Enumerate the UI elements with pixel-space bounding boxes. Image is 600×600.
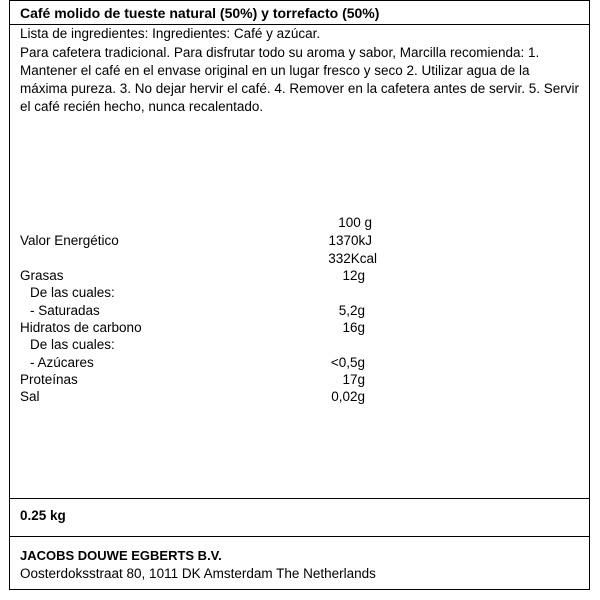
nutrient-label: Hidratos de carbono (20, 320, 142, 335)
nutrient-value: 16g (342, 320, 365, 335)
label-frame (9, 0, 590, 590)
nutrient-label: - Saturadas (30, 303, 100, 318)
nutrient-label: De las cuales: (30, 337, 115, 352)
nutrient-value: 5,2g (338, 303, 365, 318)
company-name: JACOBS DOUWE EGBERTS B.V. (20, 548, 222, 563)
energy-kcal-value: 332Kcal (328, 251, 377, 266)
energy-kj-value: 1370kJ (328, 233, 372, 248)
company-address: Oosterdoksstraat 80, 1011 DK Amsterdam The Netherlands (20, 566, 376, 581)
product-title: Café molido de tueste natural (50%) y torrefacto (50%) (20, 5, 380, 21)
nutrition-header: 100 g (338, 215, 372, 230)
nutrient-value: 0,02g (331, 389, 365, 404)
divider (10, 536, 589, 537)
usage-instructions: Para cafetera tradicional. Para disfrutar todo su aroma y sabor, Marcilla recomienda: 1. Mantener el café en el envase original en un lugar fresco y seco 2. Utilizar agua de la máxima pureza. 3. No dejar hervir el café. 4. Remover en la cafetera antes de servir. 5. Servir el café recién hecho, nunca recalentado. (20, 45, 579, 114)
nutrient-value: <0,5g (330, 355, 365, 370)
nutrient-label: De las cuales: (30, 285, 115, 300)
energy-label: Valor Energético (20, 233, 119, 248)
ingredients-list: Lista de ingredientes: Ingredientes: Café y azúcar. (20, 26, 321, 41)
nutrient-label: Sal (20, 389, 40, 404)
net-weight: 0.25 kg (20, 508, 66, 523)
divider (10, 498, 589, 499)
nutrient-value: 17g (342, 372, 365, 387)
nutrient-value: 12g (342, 268, 365, 283)
nutrient-label: Grasas (20, 268, 64, 283)
nutrient-label: - Azúcares (30, 355, 94, 370)
nutrient-label: Proteínas (20, 372, 78, 387)
